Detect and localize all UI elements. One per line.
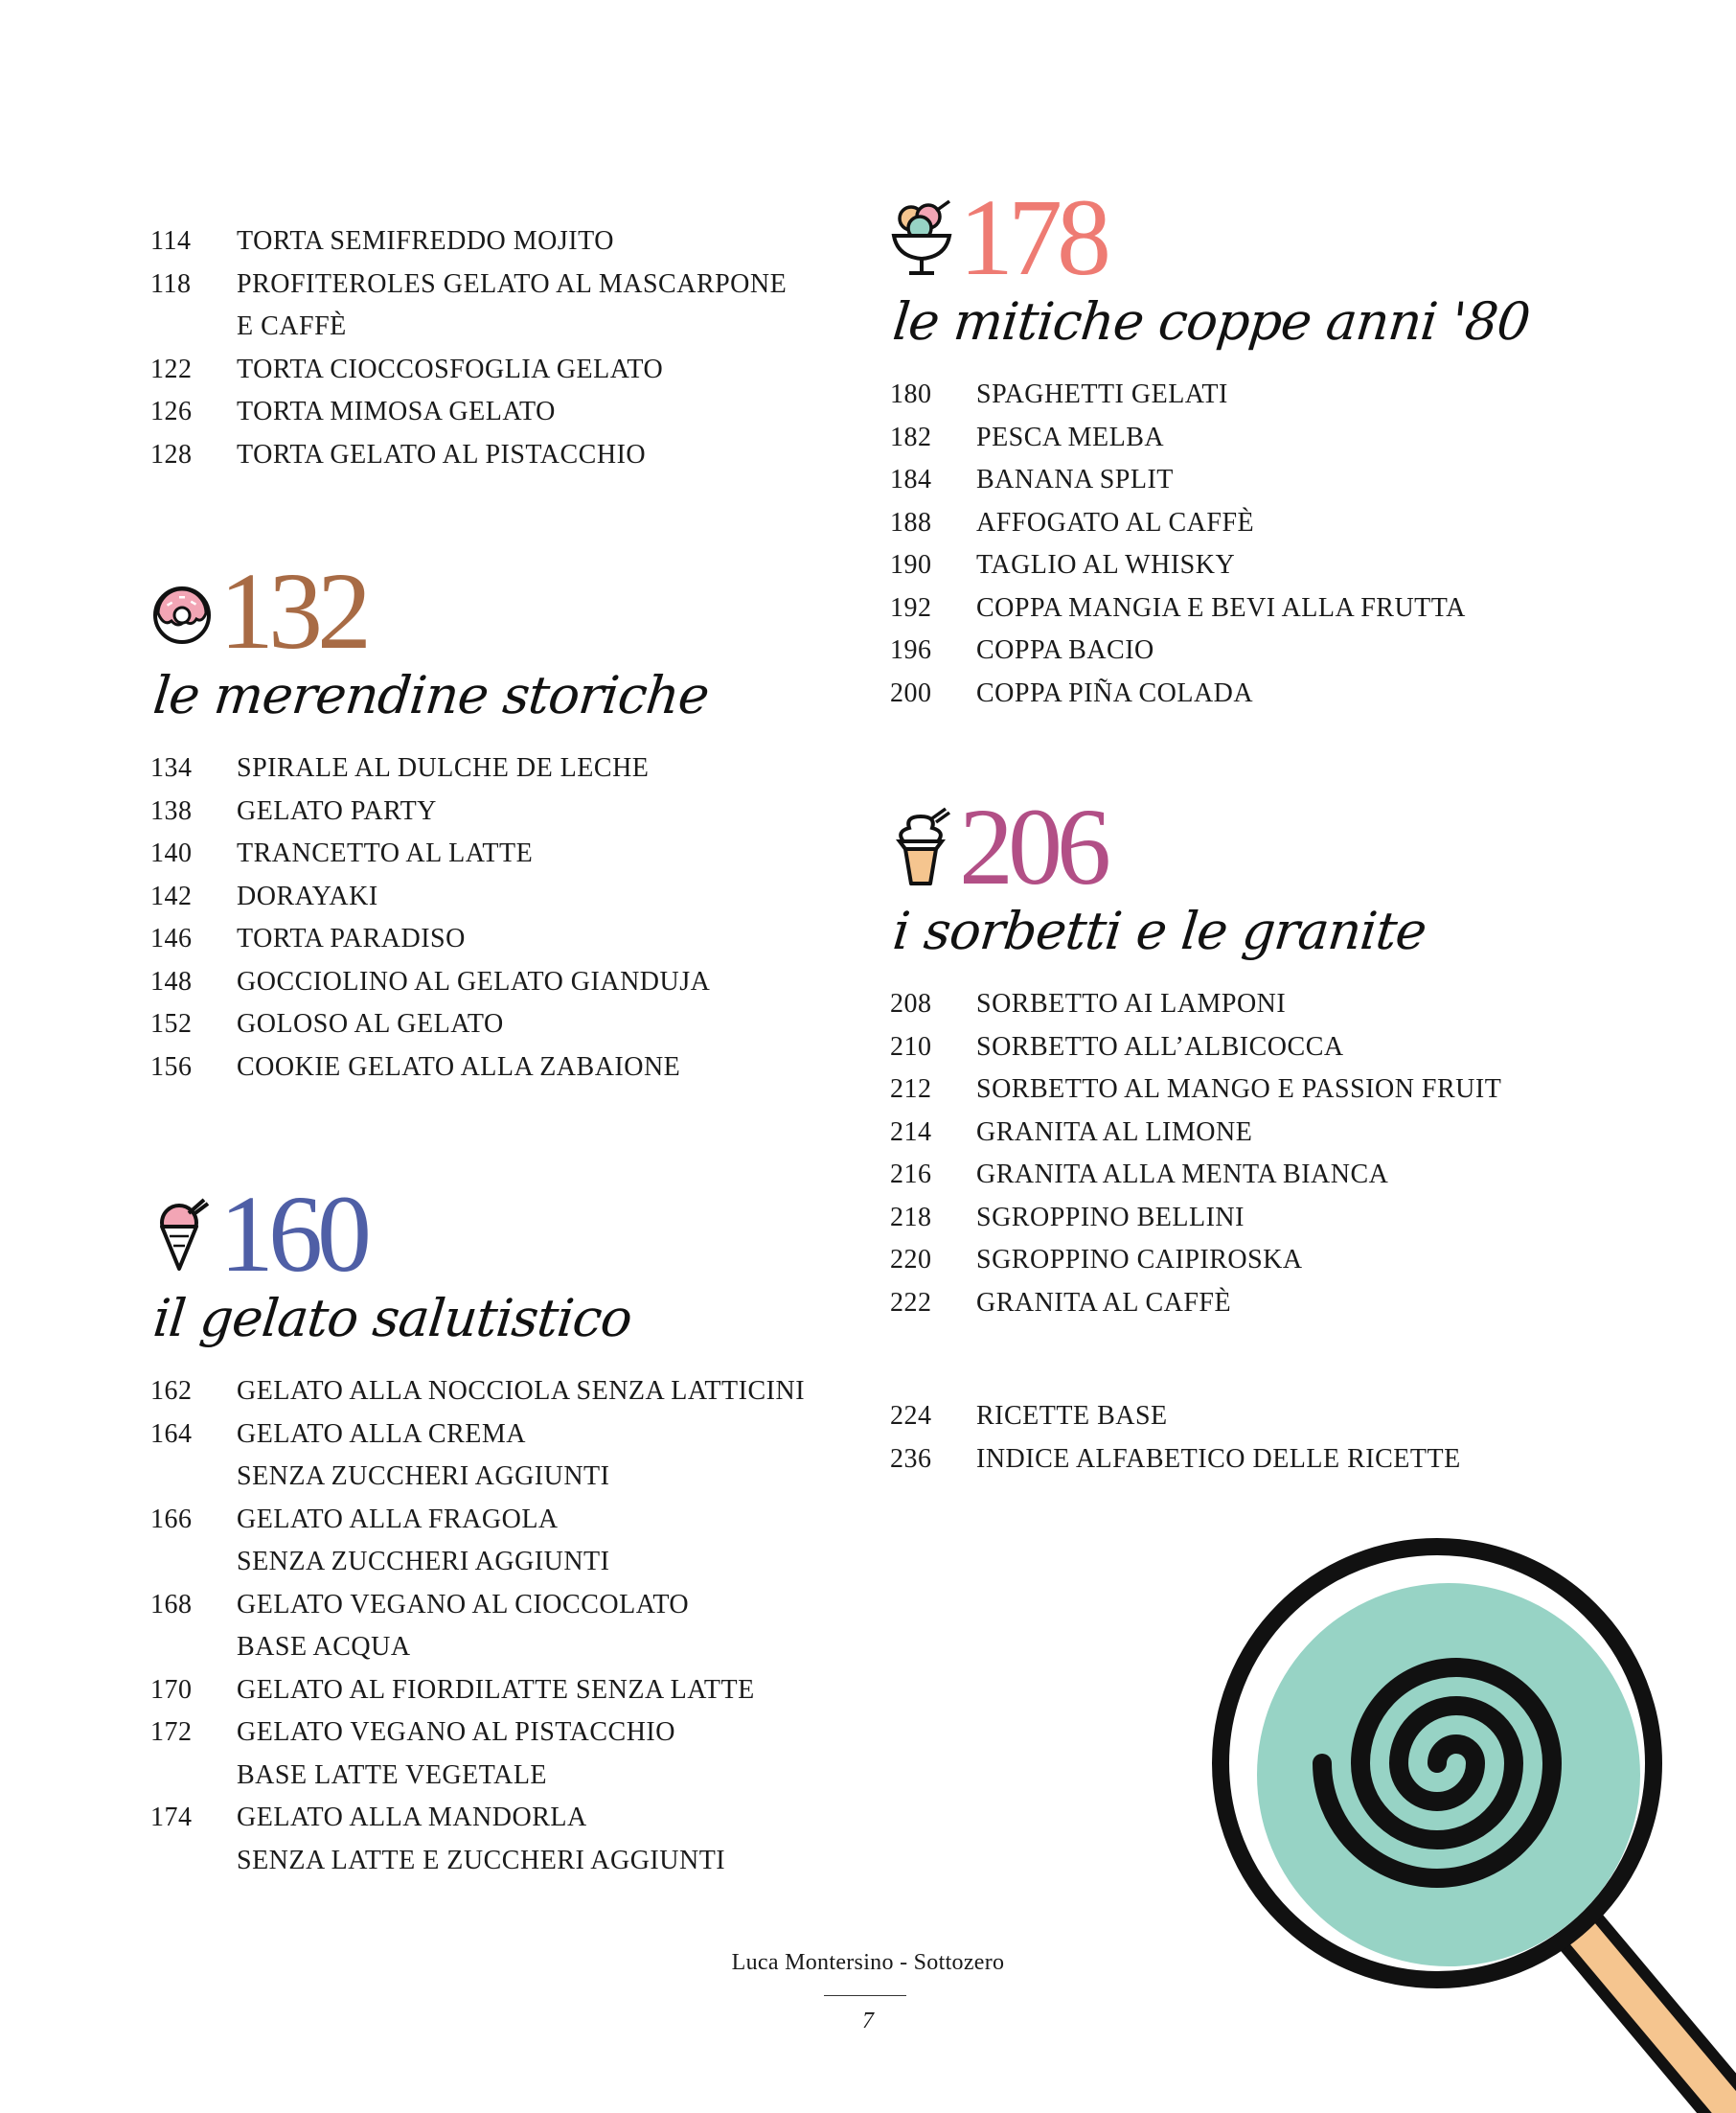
entry-title [976,502,1254,545]
section-entry-list [150,1370,859,1882]
entry-title-line: SGROPPINO BELLINI [976,1202,1245,1232]
entry-title-line: TORTA SEMIFREDDO MOJITO [237,226,614,256]
section-title: le merendine storiche [150,665,712,725]
entry-title [237,918,466,961]
section-coppe-anni-80 [890,176,1599,715]
entry-title-line: GOCCIOLINO AL GELATO GIANDUJA [237,966,711,997]
entry-title [237,1797,725,1882]
entry-page-number: 216 [890,1160,932,1189]
section-header [150,550,859,672]
section-entry-list [150,747,859,1089]
toc-entry[interactable] [890,1154,1599,1197]
entry-title-line: GELATO VEGANO AL CIOCCOLATO [237,1589,690,1619]
section-header [150,1173,859,1295]
entry-title-line: SORBETTO ALL’ALBICOCCA [976,1031,1344,1062]
entry-title-line: COPPA BACIO [976,635,1154,665]
section-title: il gelato salutistico [150,1288,635,1348]
footer-divider [824,1995,906,1996]
entry-title-line: GRANITA AL CAFFÈ [976,1287,1232,1318]
entry-title-line: GELATO ALLA FRAGOLA [237,1504,559,1534]
entry-title-line: PROFITEROLES GELATO AL MASCARPONE [237,268,788,299]
toc-entry[interactable] [890,1197,1599,1240]
entry-title-line: PESCA MELBA [976,422,1165,452]
toc-entry[interactable] [150,833,859,876]
entry-title-line: SGROPPINO CAIPIROSKA [976,1245,1303,1275]
entry-title [237,434,646,477]
toc-entry[interactable] [890,502,1599,545]
entry-page-number: 148 [150,966,193,997]
toc-entry[interactable] [150,1499,859,1584]
entry-page-number: 128 [150,439,193,470]
entry-title-line: AFFOGATO AL CAFFÈ [976,507,1255,538]
toc-entry[interactable] [150,349,787,392]
entry-title [976,587,1466,631]
entry-page-number: 138 [150,795,193,826]
toc-entry[interactable] [890,417,1599,460]
toc-entry[interactable] [150,1370,859,1413]
final-entry-list [890,1395,1461,1481]
toc-entry[interactable] [890,459,1599,502]
entry-page-number: 134 [150,753,193,783]
entry-page-number: 166 [150,1504,193,1534]
entry-title [237,349,663,392]
entry-page-number: 200 [890,678,932,708]
entry-title-line: GELATO ALLA CREMA [237,1418,526,1449]
section-entry-list [890,374,1599,715]
entry-title [976,1239,1303,1282]
entry-title [976,630,1154,673]
entry-title [976,673,1253,716]
entry-title [976,1026,1344,1069]
toc-entry[interactable] [890,1026,1599,1069]
entry-title [976,1438,1461,1481]
entry-title [976,1112,1252,1155]
section-header [890,176,1599,298]
toc-entry[interactable] [890,374,1599,417]
entry-title-line: TORTA PARADISO [237,924,466,953]
entry-page-number: 192 [890,592,932,623]
section-sorbetti-granite [890,786,1599,1324]
entry-title-line: SORBETTO AI LAMPONI [976,989,1287,1019]
entry-title-line: RICETTE BASE [976,1401,1168,1431]
entry-title-line: GELATO ALLA MANDORLA [237,1803,587,1832]
entry-title-line: BASE LATTE VEGETALE [237,1759,548,1790]
entry-title [976,1154,1388,1197]
toc-entry[interactable] [890,544,1599,587]
entry-title [237,833,533,876]
toc-entry[interactable] [150,791,859,834]
toc-entry[interactable] [890,1395,1461,1438]
entry-page-number: 190 [890,550,932,580]
entry-title [976,1282,1231,1325]
section-page-number: 178 [959,176,1106,298]
entry-title [237,1046,680,1090]
toc-entry[interactable] [890,1112,1599,1155]
toc-entry[interactable] [890,1282,1599,1325]
entry-title-line: GELATO ALLA NOCCIOLA SENZA LATTICINI [237,1376,806,1406]
page-number: 7 [862,2009,874,2033]
entry-title-line: TRANCETTO AL LATTE [237,838,534,868]
entry-page-number: 170 [150,1674,193,1705]
entry-title [976,1068,1501,1112]
entry-title-line: SENZA ZUCCHERI AGGIUNTI [237,1547,610,1576]
entry-title-line: INDICE ALFABETICO DELLE RICETTE [976,1443,1461,1474]
entry-title [237,264,787,349]
entry-page-number: 236 [890,1443,932,1474]
lollipop-icon [1178,1524,1736,2113]
toc-entry[interactable] [150,1711,859,1797]
entry-page-number: 188 [890,507,932,538]
entry-title-line: E CAFFÈ [237,311,347,341]
toc-entry[interactable] [890,673,1599,716]
toc-entry[interactable] [890,630,1599,673]
entry-title-line: COOKIE GELATO ALLA ZABAIONE [237,1051,681,1082]
soft-serve-icon [890,807,953,887]
toc-entry[interactable] [150,220,787,264]
toc-entry[interactable] [150,391,787,434]
entry-title [237,1370,805,1413]
entry-page-number: 140 [150,838,193,868]
entry-title [237,961,710,1004]
section-title: le mitiche coppe anni '80 [890,291,1533,352]
toc-entry[interactable] [150,434,787,477]
entry-title [237,1584,689,1669]
entry-page-number: 126 [150,397,193,426]
section-page-number: 206 [959,786,1106,907]
footer-author: Luca Montersino - Sottozero [731,1950,1005,1975]
entry-title-line: SENZA ZUCCHERI AGGIUNTI [237,1461,610,1491]
entry-page-number: 162 [150,1376,193,1406]
toc-entry[interactable] [150,1003,859,1046]
entry-page-number: 182 [890,422,932,452]
toc-entry[interactable] [150,1413,859,1499]
section-merendine [150,550,859,1089]
entry-title-line: BANANA SPLIT [976,465,1174,494]
entry-title-line: COPPA PIÑA COLADA [976,678,1254,708]
section-page-number: 160 [219,1173,366,1295]
toc-entry[interactable] [890,983,1599,1026]
entry-page-number: 164 [150,1418,193,1449]
section-entry-list [890,983,1599,1324]
entry-page-number: 214 [890,1116,932,1147]
entry-title-line: TORTA MIMOSA GELATO [237,397,556,426]
entry-title-line: SORBETTO AL MANGO E PASSION FRUIT [976,1074,1502,1104]
entry-page-number: 122 [150,354,193,384]
toc-entry[interactable] [150,918,859,961]
entry-title-line: GELATO AL FIORDILATTE SENZA LATTE [237,1674,755,1705]
entry-title [976,459,1174,502]
entry-title-line: BASE ACQUA [237,1632,411,1662]
entry-title [237,1499,610,1584]
entry-page-number: 196 [890,635,932,665]
entry-page-number: 212 [890,1074,932,1104]
sundae-cup-icon [890,197,953,278]
entry-title-line: TORTA CIOCCOSFOGLIA GELATO [237,354,664,384]
entry-page-number: 184 [890,465,932,494]
section-page-number: 132 [219,550,366,672]
toc-entry[interactable] [890,1239,1599,1282]
entry-title [237,1711,675,1797]
entry-page-number: 220 [890,1245,932,1275]
entry-page-number: 168 [150,1589,193,1619]
entry-title-line: SPIRALE AL DULCHE DE LECHE [237,753,650,783]
entry-title [976,983,1286,1026]
toc-entry[interactable] [890,587,1599,631]
entry-title-line: GELATO VEGANO AL PISTACCHIO [237,1717,675,1747]
entry-page-number: 210 [890,1031,932,1062]
entry-title [237,1669,755,1712]
entry-title [976,374,1228,417]
toc-entry[interactable] [150,1046,859,1090]
entry-page-number: 156 [150,1051,193,1082]
entry-page-number: 224 [890,1401,932,1431]
entry-title-line: SPAGHETTI GELATI [976,379,1228,409]
intro-entry-list [150,220,787,476]
entry-page-number: 208 [890,989,932,1019]
entry-title [976,417,1164,460]
entry-title [237,220,614,264]
entry-page-number: 118 [150,268,192,299]
donut-icon [150,571,214,652]
entry-title-line: TAGLIO AL WHISKY [976,550,1236,580]
entry-title-line: GELATO PARTY [237,795,437,826]
entry-title [237,391,556,434]
entry-title [237,747,649,791]
entry-page-number: 114 [150,226,192,256]
toc-entry[interactable] [150,1584,859,1669]
entry-title-line: SENZA LATTE E ZUCCHERI AGGIUNTI [237,1845,726,1875]
entry-page-number: 180 [890,379,932,409]
toc-entry[interactable] [150,264,787,349]
entry-page-number: 146 [150,924,193,953]
entry-title [237,1413,610,1499]
entry-page-number: 174 [150,1803,193,1832]
entry-title [237,1003,504,1046]
toc-entry[interactable] [150,876,859,919]
toc-entry[interactable] [150,1669,859,1712]
toc-entry[interactable] [150,747,859,791]
toc-entry[interactable] [890,1438,1461,1481]
toc-entry[interactable] [150,1797,859,1882]
entry-title-line: DORAYAKI [237,881,378,911]
toc-entry[interactable] [150,961,859,1004]
entry-title-line: GRANITA ALLA MENTA BIANCA [976,1160,1389,1189]
entry-title-line: COPPA MANGIA E BEVI ALLA FRUTTA [976,592,1466,623]
entry-title [976,1395,1168,1438]
entry-title-line: TORTA GELATO AL PISTACCHIO [237,439,647,470]
toc-entry[interactable] [890,1068,1599,1112]
entry-title [976,1197,1245,1240]
entry-title-line: GRANITA AL LIMONE [976,1116,1253,1147]
entry-title [237,876,378,919]
entry-page-number: 152 [150,1009,193,1039]
entry-title [237,791,437,834]
section-header [890,786,1599,907]
section-title: i sorbetti e le granite [890,901,1429,961]
entry-page-number: 218 [890,1202,932,1232]
entry-page-number: 142 [150,881,193,911]
ice-cream-cone-icon [150,1194,214,1275]
entry-page-number: 172 [150,1717,193,1747]
section-gelato-salutistico [150,1173,859,1882]
entry-page-number: 222 [890,1287,932,1318]
entry-title-line: GOLOSO AL GELATO [237,1009,504,1039]
entry-title [976,544,1235,587]
